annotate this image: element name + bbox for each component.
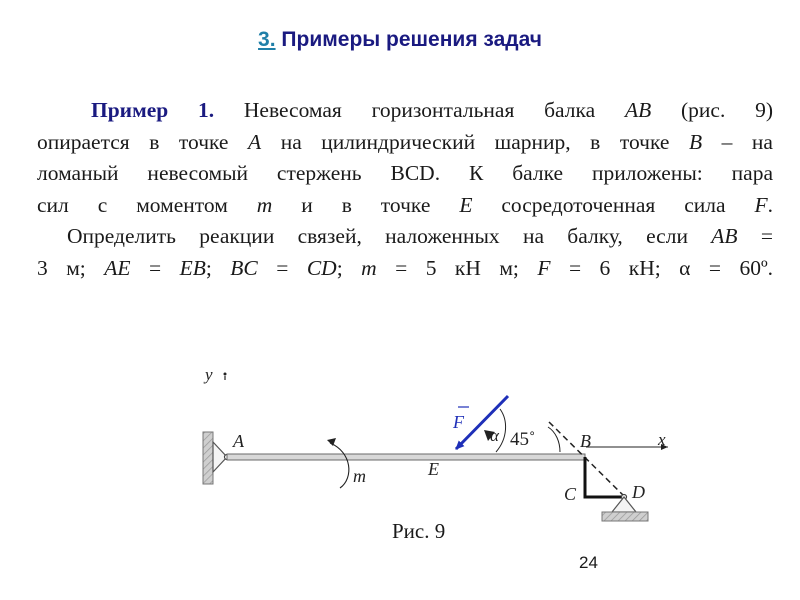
text-span: =	[737, 224, 773, 248]
section-number: 3.	[258, 28, 276, 51]
var-span: AE	[104, 255, 131, 280]
rod-bcd	[585, 457, 624, 497]
axis-x-label: x	[658, 430, 666, 449]
text-span: и в точке	[272, 192, 460, 217]
var-span: F	[537, 255, 551, 280]
moment-arc	[330, 443, 349, 488]
text-span: – на	[702, 129, 773, 154]
text-span: сосредоточенная сила	[472, 192, 755, 217]
text-span: опирается в точке	[37, 129, 249, 154]
var-span: A	[248, 129, 262, 154]
var-span: BC	[230, 255, 258, 280]
point-e-label: E	[428, 459, 439, 479]
text-span: ;	[205, 255, 231, 280]
text-span: =	[130, 255, 180, 280]
axis-y-dot-icon	[224, 373, 227, 376]
point-a-label: A	[233, 431, 244, 451]
angle-45-label: 45˚	[510, 429, 536, 450]
var-span: EB	[179, 255, 206, 280]
var-span: B	[688, 129, 703, 154]
alpha-label: α	[490, 426, 499, 445]
var-span: AB	[624, 98, 652, 122]
var-span: F	[754, 192, 768, 217]
var-span: CD	[306, 255, 337, 280]
axis-y-label: y	[205, 365, 213, 384]
text-span: сил с моментом	[37, 192, 257, 217]
var-span: m	[361, 255, 377, 280]
beam-ab	[227, 454, 585, 460]
moment-label: m	[353, 466, 366, 486]
force-f-label: F	[453, 412, 464, 432]
text-span: ломаный невесомый стержень	[37, 161, 391, 185]
wall-support	[203, 432, 213, 484]
ground-support-d	[602, 512, 648, 521]
text-span: =	[257, 255, 307, 280]
section-title: Примеры решения задач	[275, 28, 542, 51]
text-span: Определить реакции связей, наложенных на балку, если	[67, 224, 712, 248]
var-span: AB	[711, 224, 738, 248]
var-span: BCD	[390, 161, 435, 185]
text-span: Невесомая горизонтальная балка	[214, 98, 625, 122]
example-label: Пример 1.	[91, 98, 215, 122]
text-span: 3 м;	[37, 255, 105, 280]
text-span: (рис. 9)	[651, 98, 773, 122]
text-span: ;	[336, 255, 362, 280]
var-span: E	[459, 192, 473, 217]
text-span: = 5 кН м;	[376, 255, 538, 280]
page-number: 24	[579, 553, 598, 572]
text-span: = 6 кН; α = 60º.	[550, 255, 773, 280]
text-span: .	[767, 192, 773, 217]
point-d-label: D	[632, 482, 645, 502]
var-span: m	[256, 192, 273, 217]
text-span: на цилиндрический шарнир, в точке	[261, 129, 689, 154]
point-c-label: C	[564, 484, 577, 504]
figure-caption: Рис. 9	[392, 519, 446, 543]
point-b-label: B	[580, 431, 591, 451]
text-span: . К балке приложены: пара	[434, 161, 773, 185]
